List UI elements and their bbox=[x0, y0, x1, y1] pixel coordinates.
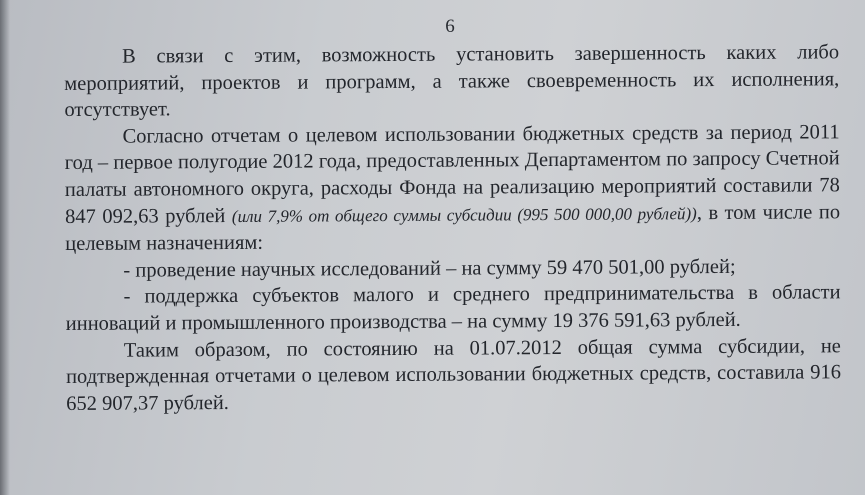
list-item-support: - поддержка субъектов малого и среднего предпринимательства в области инноваций и промышленного производства – на сумму 19 376 591,63 рублей. bbox=[65, 281, 841, 335]
document-body bbox=[64, 39, 841, 417]
expenses-italic-note: (или 7,9% от общего суммы субсидии (995 500 000,00 рублей)) bbox=[231, 203, 697, 226]
page-edge-shadow bbox=[0, 0, 10, 495]
expenses-text-end: , в том числе по целевым назначениям: bbox=[65, 200, 841, 256]
paragraph-conclusion: В связи с этим, возможность установить завершенность каких либо мероприятий, проектов и программ, а также своевременность их исполнения, отсутствует. bbox=[64, 41, 840, 122]
list-item-research: - проведение научных исследований – на сумму 59 470 501,00 рублей; bbox=[123, 255, 736, 282]
page-number: 6 bbox=[445, 16, 455, 37]
paragraph-expenses bbox=[64, 119, 840, 258]
expenses-text: Согласно отчетам о целевом использовании бюджетных средств за период 2011 год – первое полугодие 2012 года, предоставленных Департаментом по запросу Счетной палаты автономного округа, расходы Фонда на реализацию мероприятий составили 78 847 092,63 рублей bbox=[64, 121, 840, 228]
paragraph-summary: Таким образом, по состоянию на 01.07.2012 общая сумма субсидии, не подтвержденная отчетами о целевом использовании бюджетных средств, составила 916 652 907,37 рублей. bbox=[65, 334, 842, 415]
